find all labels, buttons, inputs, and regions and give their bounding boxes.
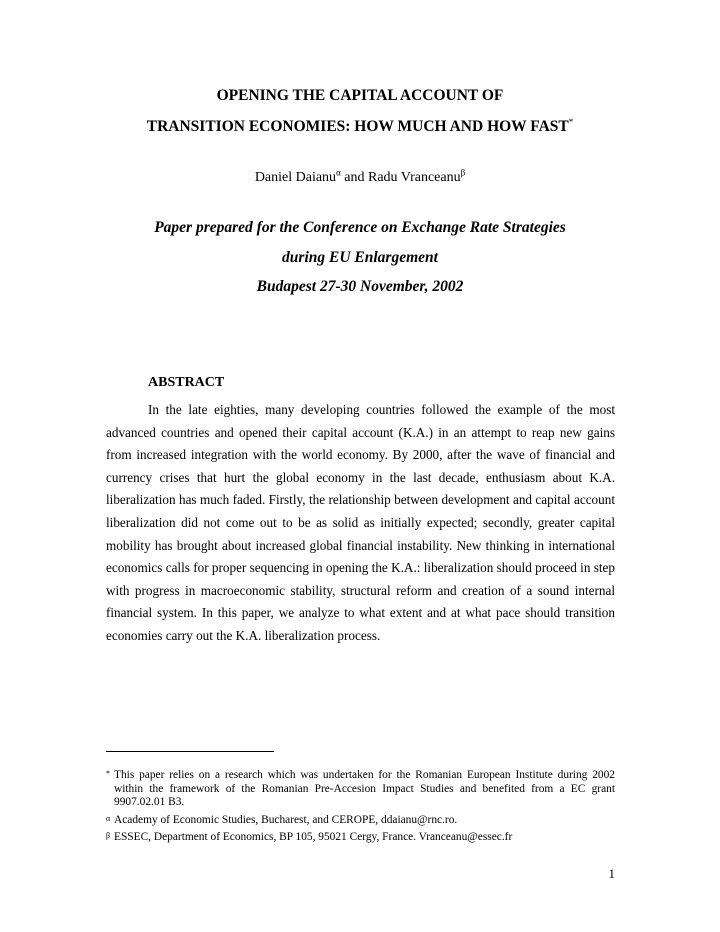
footnote-author-2 — [106, 831, 615, 845]
page-number: 1 — [608, 866, 615, 881]
author-1: Daniel Daianu — [254, 170, 337, 185]
title-footnote-mark: * — [568, 116, 574, 127]
conference-line-2: during EU Enlargement — [282, 249, 438, 266]
title-line-1: OPENING THE CAPITAL ACCOUNT OF — [216, 87, 504, 104]
author-2: Radu Vranceanu — [368, 170, 461, 185]
authors-connector: and — [340, 170, 368, 185]
footnotes — [106, 769, 615, 845]
footnote-mark: * — [106, 769, 110, 778]
author-2-mark: β — [460, 167, 466, 178]
title-line-2-text: TRANSITION ECONOMIES: HOW MUCH AND HOW FAST — [146, 118, 569, 135]
author-1-mark: α — [336, 167, 341, 178]
footnote-text: Academy of Economic Studies, Bucharest, and CEROPE, ddaianu@rnc.ro. — [114, 813, 458, 826]
footnote-text: ESSEC, Department of Economics, BP 105, 95021 Cergy, France. Vranceanu@essec.fr — [114, 831, 513, 844]
footnote-mark: α — [106, 813, 111, 823]
title-line-2 — [0, 118, 720, 136]
footnote-funding — [106, 769, 615, 810]
footnote-separator — [106, 751, 274, 752]
footnote-author-1 — [106, 814, 615, 828]
abstract-text: In the late eighties, many developing countries followed the example of the most advanced countries and opened their capital account (K.A.) in an attempt to reap new gains from increased integration with the world economy. By 2000, after the wave of financial and currency crises that hurt the global economy in the last decade, enthusiasm about K.A. liberalization has much faded. Firstly, the relationship between development and capital account liberalization did not come out to be as solid as initially expected; secondly, greater capital mobility has brought about increased global financial instability. New thinking in international economics calls for proper sequencing in opening the K.A.: liberalization should proceed in step with progress in macroeconomic stability, structural reform and creation of a sound internal financial system. In this paper, we analyze to what extent and at what pace should transition economies carry out the K.A. liberalization process. — [106, 402, 615, 643]
abstract-heading: ABSTRACT — [148, 375, 225, 390]
authors — [0, 167, 720, 186]
conference-line-3: Budapest 27-30 November, 2002 — [256, 278, 464, 295]
footnote-mark: β — [106, 831, 111, 841]
conference-line-1: Paper prepared for the Conference on Exchange Rate Strategies — [154, 219, 566, 236]
footnote-text: This paper relies on a research which was undertaken for the Romanian European Institute during 2002 within the framework of the Romanian Pre-Accesion Impact Studies and benefited from a EC grant 9907.02.01 B3. — [114, 769, 615, 809]
